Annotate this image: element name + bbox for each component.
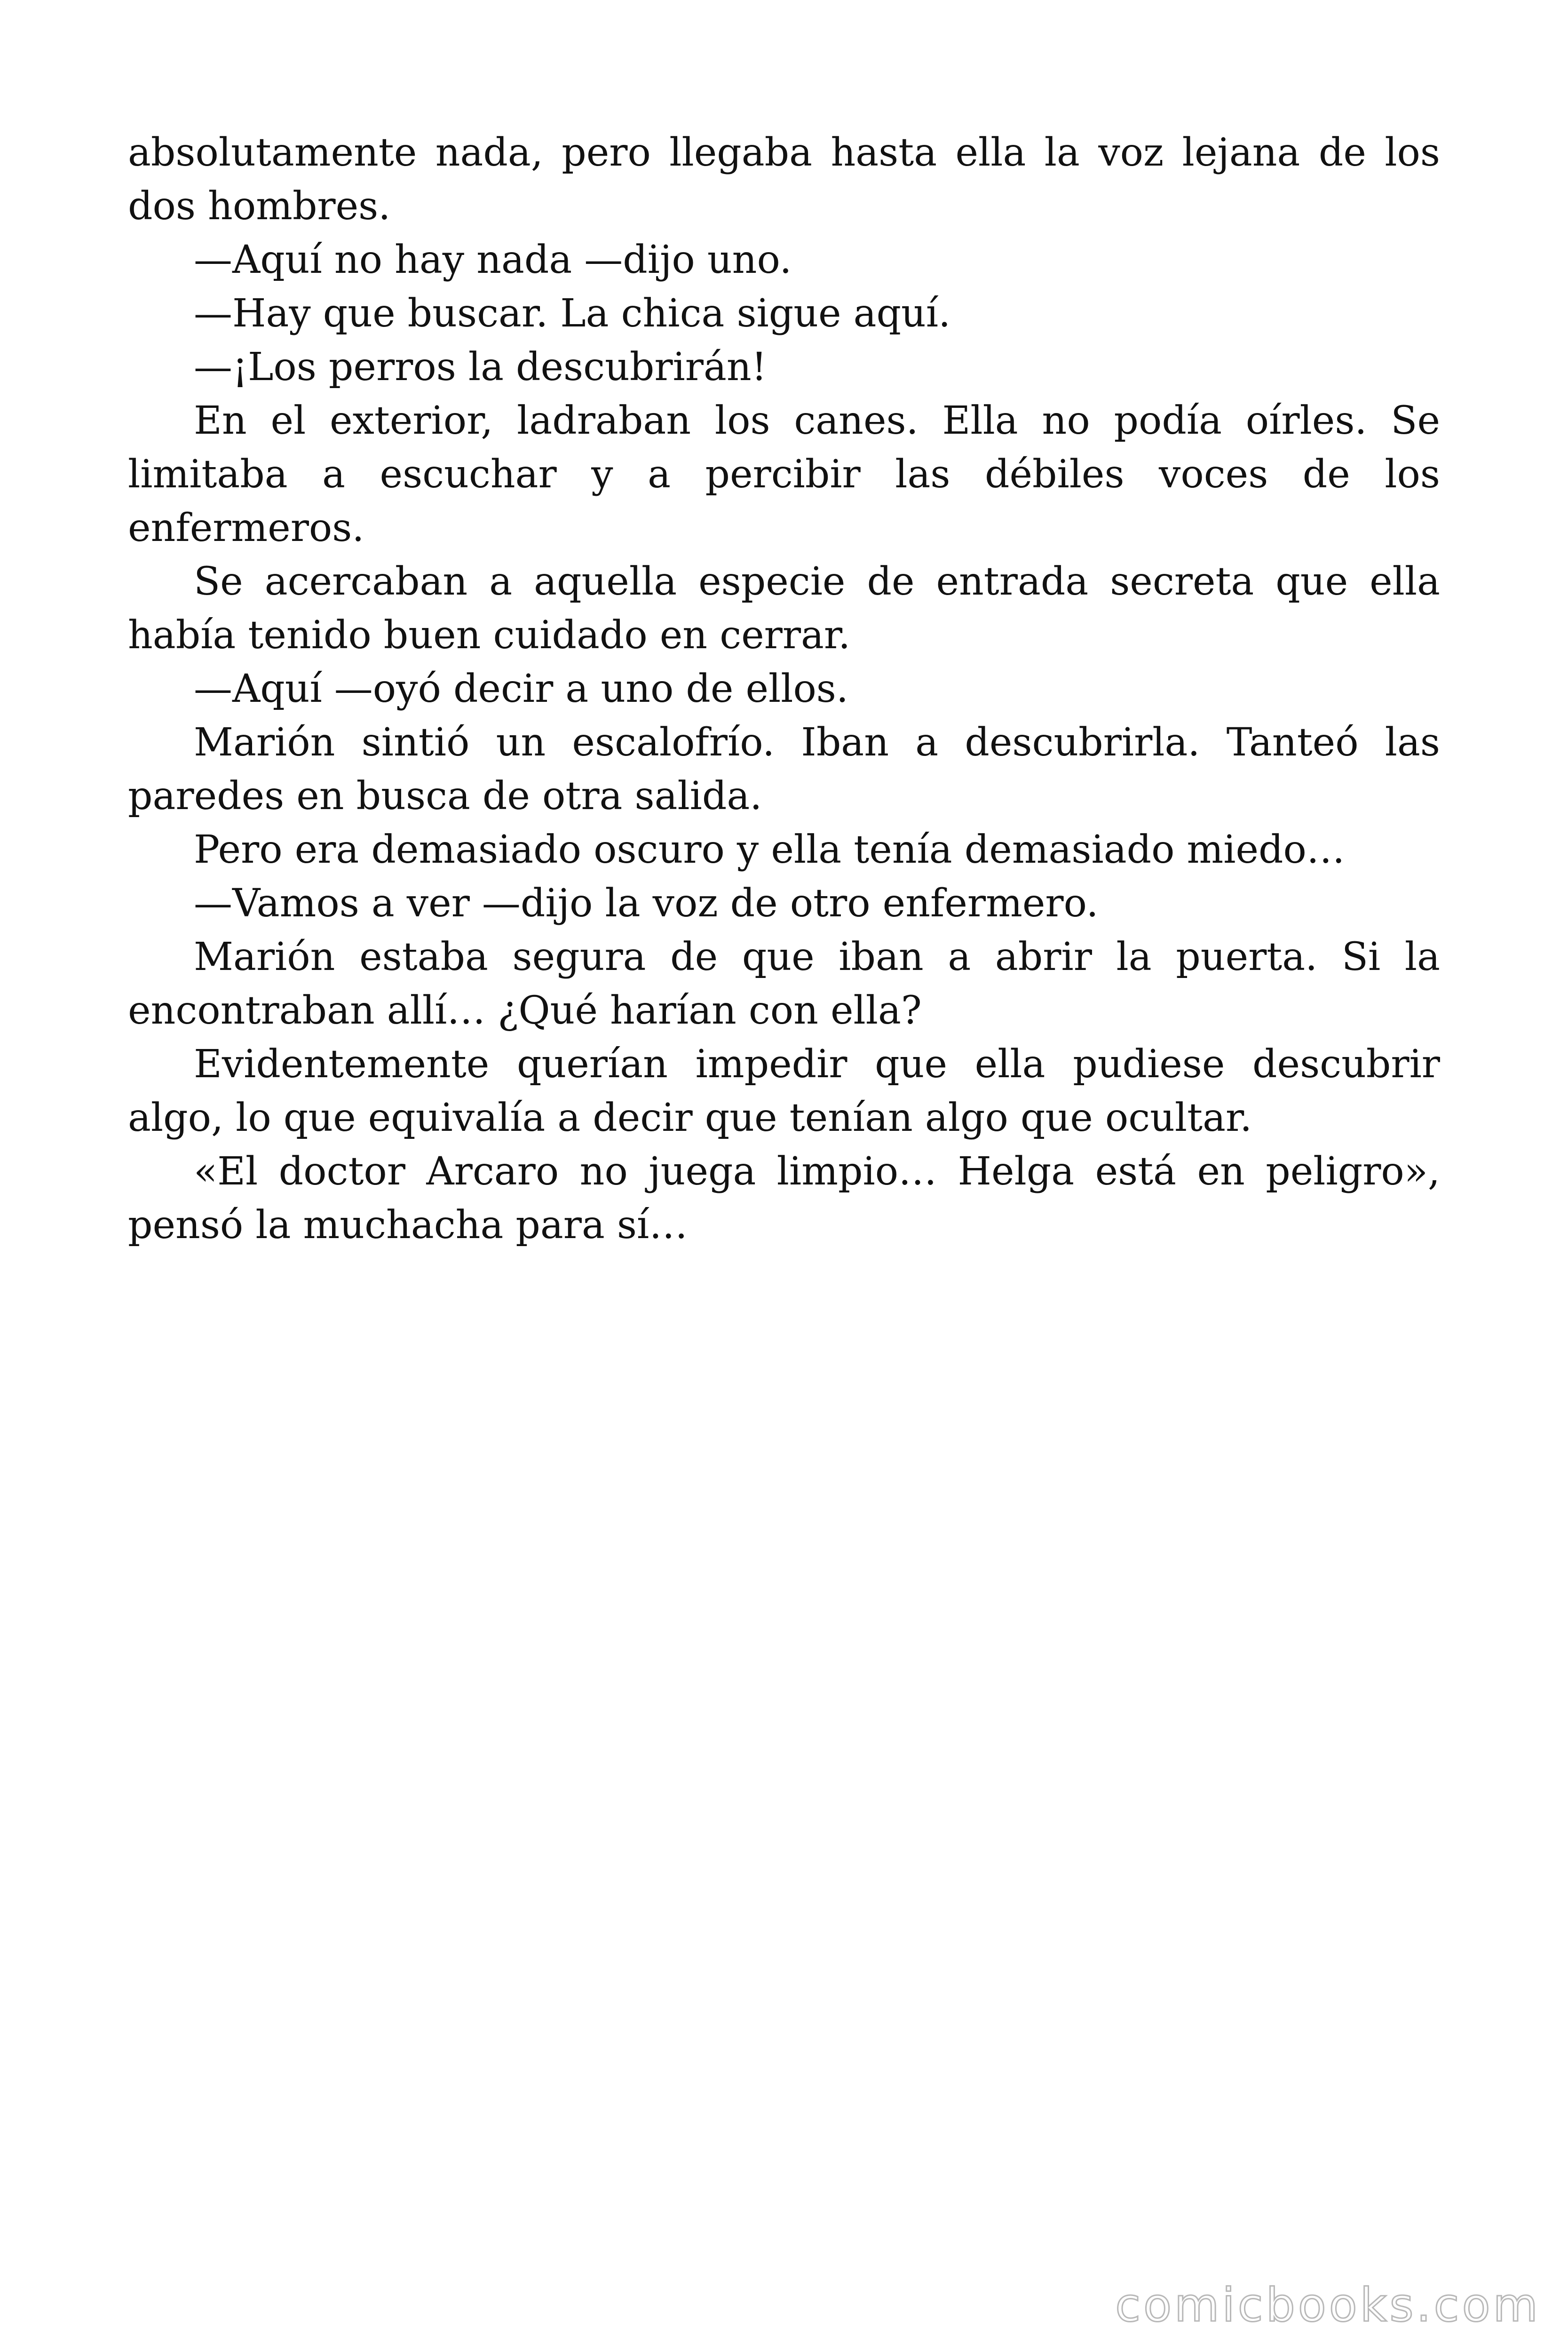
paragraph-3: —Hay que buscar. La chica sigue aquí. (194, 291, 951, 336)
paragraph-13: «El doctor Arcaro no juega limpio… Helga está en peligro», pensó la muchacha para sí… (128, 1149, 1440, 1248)
paragraph-9: Pero era demasiado oscuro y ella tenía demasiado miedo… (194, 827, 1345, 872)
paragraph-2: —Aquí no hay nada —dijo uno. (194, 238, 792, 282)
paragraph-8: Marión sintió un escalofrío. Iban a descubrirla. Tanteó las paredes en busca de otra salida. (128, 720, 1440, 818)
watermark-text: comicbooks.com (1115, 2279, 1541, 2332)
paragraph-1: absolutamente nada, pero llegaba hasta ella la voz lejana de los dos hombres. (128, 130, 1440, 229)
paragraph-6: Se acercaban a aquella especie de entrada secreta que ella había tenido buen cuidado en cerrar. (128, 559, 1440, 658)
paragraph-4: —¡Los perros la descubrirán! (194, 345, 767, 389)
paragraph-5: En el exterior, ladraban los canes. Ella no podía oírles. Se limitaba a escuchar y a percibir las débiles voces de los enfermeros. (128, 398, 1440, 550)
paragraph-12: Evidentemente querían impedir que ella pudiese descubrir algo, lo que equivalía a decir que tenían algo que ocultar. (128, 1042, 1440, 1140)
paragraph-7: —Aquí —oyó decir a uno de ellos. (194, 667, 848, 711)
paragraph-10: —Vamos a ver —dijo la voz de otro enfermero. (194, 881, 1099, 926)
body-text (128, 126, 1440, 1252)
paragraph-11: Marión estaba segura de que iban a abrir la puerta. Si la encontraban allí… ¿Qué harían con ella? (128, 935, 1440, 1033)
